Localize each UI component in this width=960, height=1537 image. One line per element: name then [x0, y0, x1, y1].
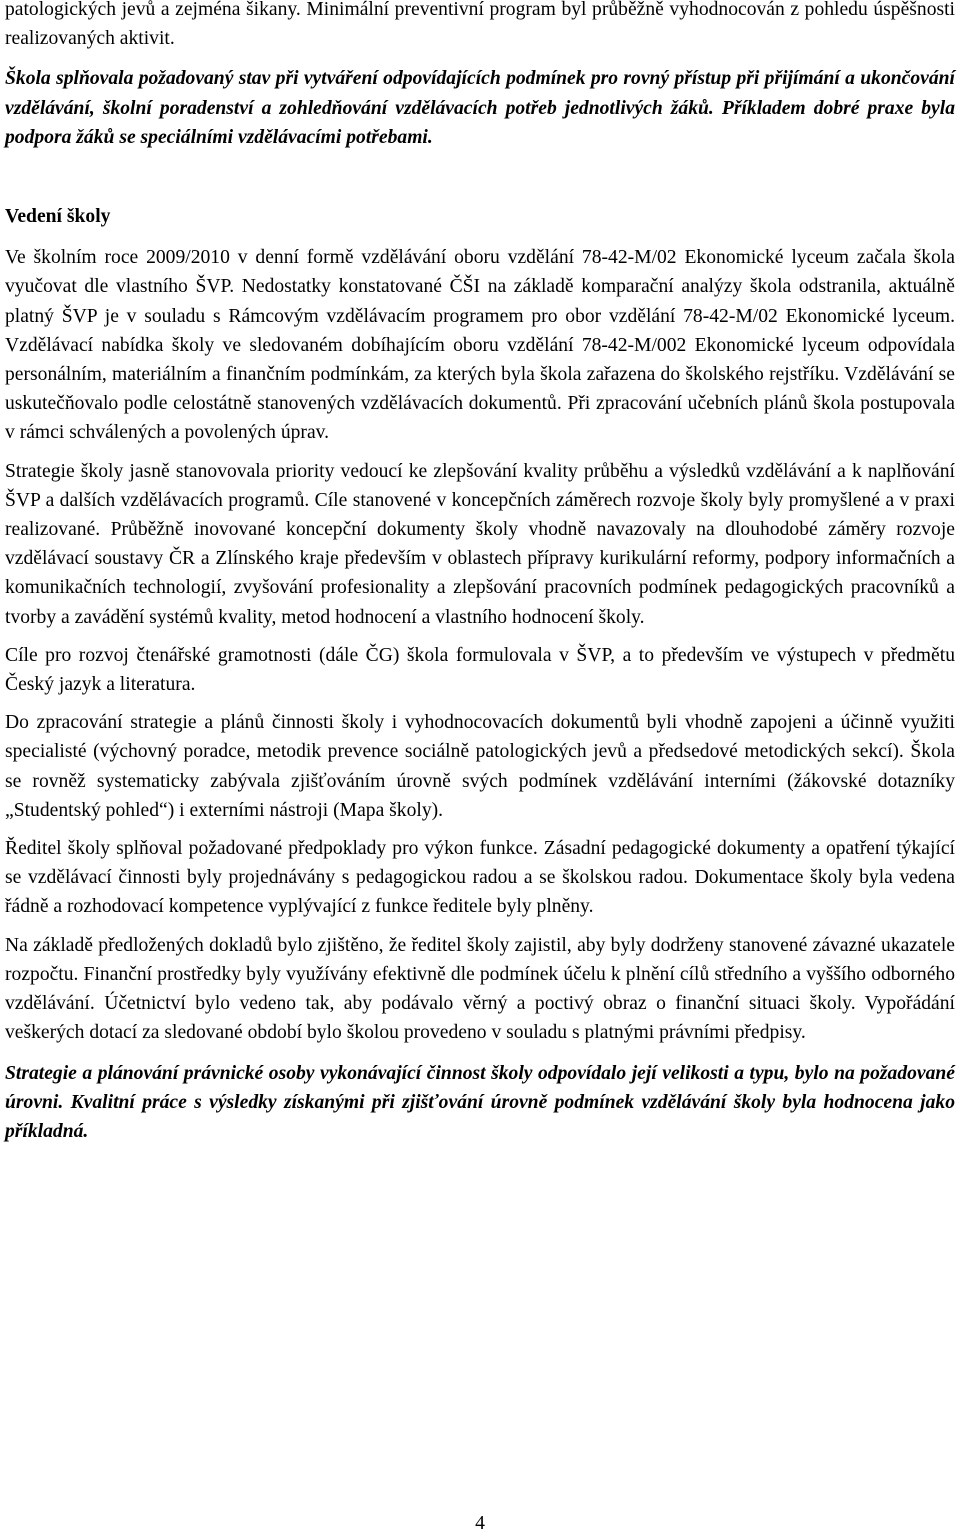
summary-equal-access: Škola splňovala požadovaný stav při vytváření odpovídajících podmínek pro rovný přístup při přijímání a ukončování vzdělávání, školní poradenství a zohledňování vzdělávacích potřeb jednotlivých žáků. Příkladem dobré praxe byla podpora žáků se speciálními vzdělávacími potřebami. [5, 68, 955, 148]
page-number: 4 [475, 1513, 485, 1534]
paragraph-strategy: Strategie školy jasně stanovovala priority vedoucí ke zlepšování kvality průběhu a výsledků vzdělávání a k naplňování ŠVP a dalších vzdělávacích programů. Cíle stanovené v koncepčních záměrech rozvoje školy byly promyšlené a v praxi realizované. Průběžně inovované koncepční dokumenty školy vhodně navazovaly na dlouhodobé záměry rozvoje vzdělávací soustavy ČR a Zlínského kraje především v oblastech přípravy kurikulární reformy, podpory informačních a komunikačních technologií, zvyšování profesionality a zlepšování pracovních podmínek pedagogických pracovníků a tvorby a zavádění systémů kvality, metod hodnocení a vlastního hodnocení školy. [5, 460, 955, 628]
paragraph-svp: Ve školním roce 2009/2010 v denní formě vzdělávání oboru vzdělání 78-42-M/02 Ekonomické lyceum začala škola vyučovat dle vlastního ŠVP. Nedostatky konstatované ČŠI na základě komparační analýzy škola odstranila, aktuálně platný ŠVP je v souladu s Rámcovým vzdělávacím programem pro obor vzdělání 78-42-M/02 Ekonomické lyceum. Vzdělávací nabídka školy ve sledovaném dobíhajícím oboru vzdělání 78-42-M/002 Ekonomické lyceum odpovídala personálním, materiálním a finančním podmínkám, za kterých byla škola zařazena do školského rejstříku. Vzdělávání se uskutečňovalo podle celostátně stanovených vzdělávacích dokumentů. Při zpracování učebních plánů škola postupovala v rámci schválených a povolených úprav. [5, 247, 955, 444]
paragraph-director: Ředitel školy splňoval požadované předpoklady pro výkon funkce. Zásadní pedagogické dokumenty a opatření týkající se vzdělávací činnosti byly projednávány s pedagogickou radou a se školskou radou. Dokumentace školy byla vedena řádně a rozhodovací kompetence vyplývající z funkce ředitele byly plněny. [5, 838, 955, 918]
paragraph-budget: Na základě předložených dokladů bylo zjištěno, že ředitel školy zajistil, aby byly dodrženy stanovené závazné ukazatele rozpočtu. Finanční prostředky byly využívány efektivně dle podmínek účelu k plnění cílů středního a vyššího odborného vzdělávání. Účetnictví bylo vedeno tak, aby podávalo věrný a poctivý obraz o finanční situaci školy. Vypořádání veškerých dotací za sledované období bylo školou provedeno v souladu s platnými právními předpisy. [5, 934, 955, 1044]
summary-strategy-planning: Strategie a plánování právnické osoby vykonávající činnost školy odpovídalo její velikosti a typu, bylo na požadované úrovni. Kvalitní práce s výsledky získanými při zjišťování úrovně podmínek vzdělávání školy byla hodnocena jako příkladná. [5, 1062, 955, 1142]
paragraph-prevention-program: patologických jevů a zejména šikany. Minimální preventivní program byl průběžně vyhodnocován z pohledu úspěšnosti realizovaných aktivit. [5, 0, 955, 50]
paragraph-specialists: Do zpracování strategie a plánů činnosti školy i vyhodnocovacích dokumentů byli vhodně zapojeni a účinně využiti specialisté (výchovný poradce, metodik prevence sociálně patologických jevů a předsedové metodických sekcí). Škola se rovněž systematicky zabývala zjišťováním úrovně svých podmínek vzdělávání interními (žákovské dotazníky „Studentský pohled“) i externími nástroji (Mapa školy). [5, 712, 955, 821]
paragraph-reading-literacy: Cíle pro rozvoj čtenářské gramotnosti (dále ČG) škola formulovala v ŠVP, a to především ve výstupech v předmětu Český jazyk a literatura. [5, 644, 955, 696]
document-page [5, 0, 955, 1146]
section-heading-school-management: Vedení školy [5, 206, 111, 228]
